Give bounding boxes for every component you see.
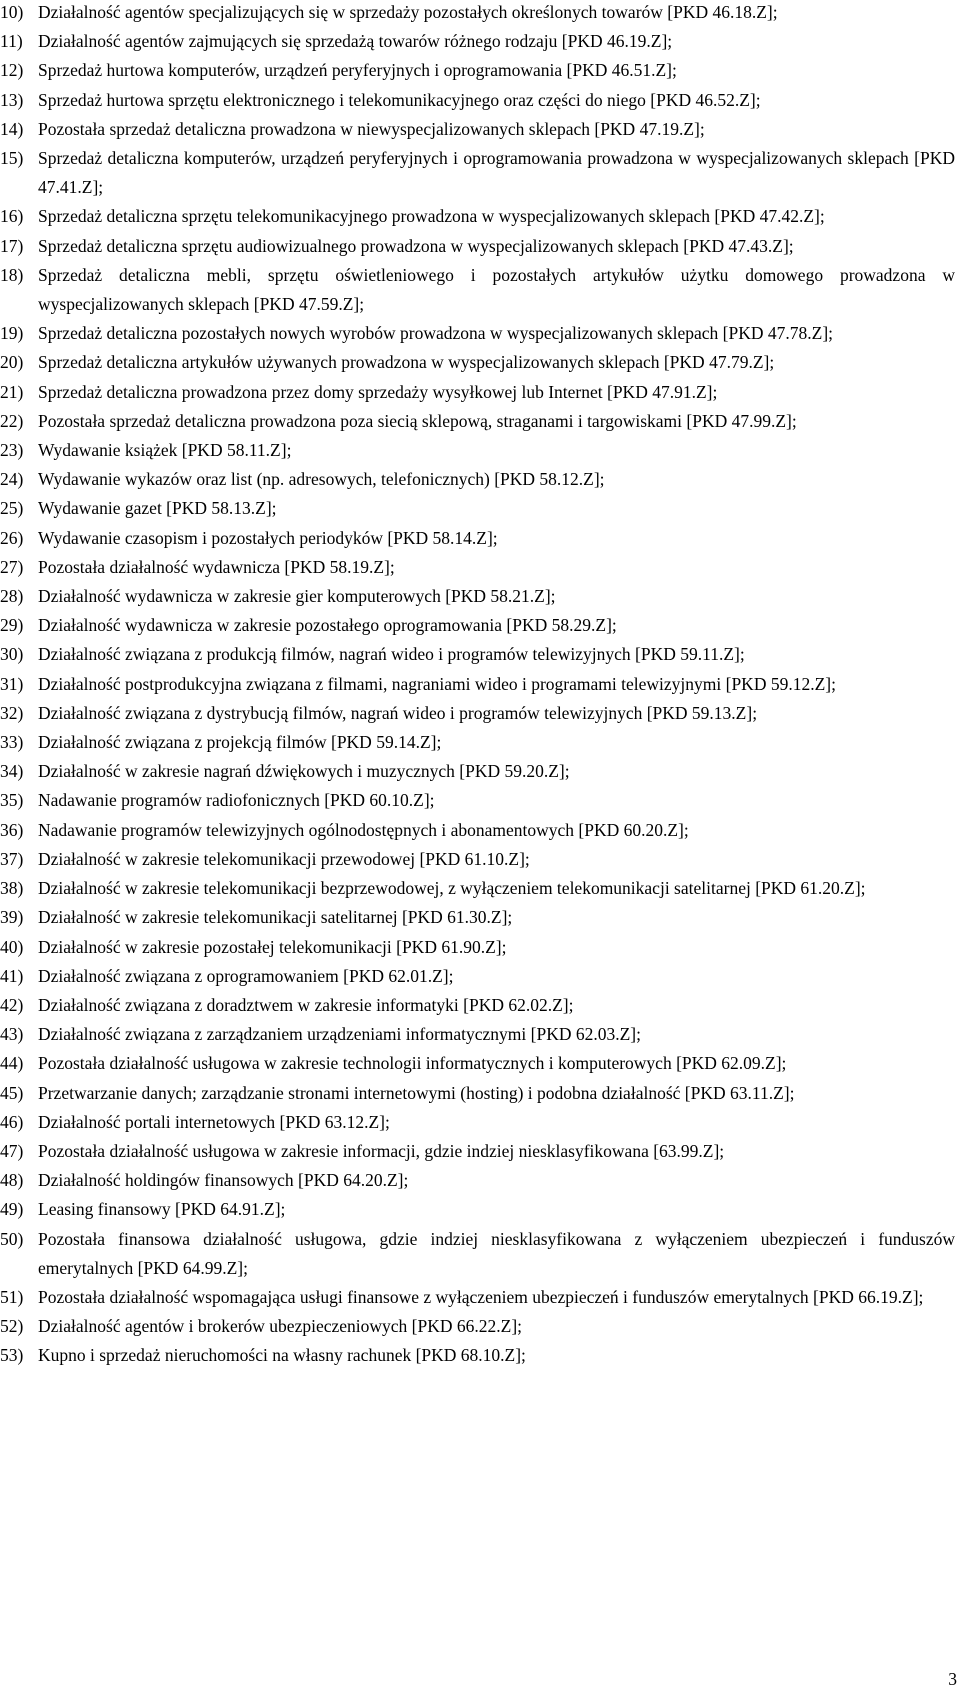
list-item-number: 13) [0, 89, 24, 110]
list-item [0, 319, 960, 348]
list-item-number: 10) [0, 2, 24, 22]
list-item-number: 18) [0, 264, 24, 285]
list-item-text: Pozostała finansowa działalność usługowa, gdzie indziej niesklasyfikowana z wyłączeniem ubezpieczeń i funduszów emerytalnych [PKD 64.99.Z]; [38, 1228, 955, 1278]
list-item-number: 11) [0, 31, 23, 52]
list-item-number: 31) [0, 673, 24, 694]
list-item [0, 86, 960, 115]
list-item-number: 28) [0, 586, 24, 607]
list-item-number: 27) [0, 556, 24, 577]
list-item [0, 115, 960, 144]
list-item-number: 22) [0, 410, 24, 431]
list-item-number: 16) [0, 206, 24, 227]
list-item-number: 42) [0, 994, 24, 1015]
list-item-text: Działalność agentów i brokerów ubezpieczeniowych [PKD 66.22.Z]; [38, 1316, 523, 1337]
list-item [0, 27, 960, 56]
list-item [0, 757, 960, 786]
list-item-text: Nadawanie programów telewizyjnych ogólnodostępnych i abonamentowych [PKD 60.20.Z]; [38, 819, 689, 840]
list-item-number: 15) [0, 148, 24, 169]
list-item-number: 23) [0, 440, 24, 461]
list-item [0, 378, 960, 407]
list-item [0, 56, 960, 85]
list-item-text: Działalność postprodukcyjna związana z filmami, nagraniami wideo i programami telewizyjnymi [PKD 59.12.Z]; [38, 673, 836, 694]
list-item-number: 45) [0, 1082, 24, 1103]
list-item-text: Działalność wydawnicza w zakresie gier komputerowych [PKD 58.21.Z]; [38, 586, 556, 607]
list-item-number: 25) [0, 498, 24, 519]
list-item-text: Nadawanie programów radiofonicznych [PKD 60.10.Z]; [38, 790, 435, 811]
list-item [0, 1137, 960, 1166]
list-item [0, 845, 960, 874]
list-item-number: 19) [0, 323, 24, 344]
list-item-text: Pozostała działalność usługowa w zakresie informacji, gdzie indziej niesklasyfikowana [63.99.Z]; [38, 1140, 725, 1161]
list-item [0, 144, 960, 202]
list-item-number: 48) [0, 1170, 24, 1191]
list-item-number: 24) [0, 469, 24, 490]
list-item [0, 670, 960, 699]
list-item-number: 33) [0, 732, 24, 753]
list-item [0, 903, 960, 932]
list-item-number: 30) [0, 644, 24, 665]
list-item-number: 20) [0, 352, 24, 373]
list-item-text: Działalność w zakresie pozostałej telekomunikacji [PKD 61.90.Z]; [38, 936, 507, 957]
list-item-text: Pozostała sprzedaż detaliczna prowadzona w niewyspecjalizowanych sklepach [PKD 47.19.Z]; [38, 118, 705, 139]
list-item-number: 49) [0, 1199, 24, 1220]
list-item-text: Pozostała działalność wspomagająca usługi finansowe z wyłączeniem ubezpieczeń i funduszów emerytalnych [PKD 66.19.Z]; [38, 1286, 924, 1307]
list-item-number: 50) [0, 1228, 24, 1249]
list-item [0, 1108, 960, 1137]
list-item [0, 524, 960, 553]
list-item [0, 202, 960, 231]
list-item-text: Sprzedaż detaliczna komputerów, urządzeń peryferyjnych i oprogramowania prowadzona w wyspecjalizowanych sklepach [PKD 47.41.Z]; [38, 148, 955, 198]
list-item [0, 1020, 960, 1049]
list-item [0, 348, 960, 377]
list-item-text: Wydawanie czasopism i pozostałych periodyków [PKD 58.14.Z]; [38, 527, 498, 548]
list-item-text: Działalność w zakresie telekomunikacji bezprzewodowej, z wyłączeniem telekomunikacji satelitarnej [PKD 61.20.Z]; [38, 878, 866, 899]
list-item-text: Sprzedaż detaliczna pozostałych nowych wyrobów prowadzona w wyspecjalizowanych sklepach [PKD 47.78.Z]; [38, 323, 834, 344]
list-item-text: Działalność portali internetowych [PKD 63.12.Z]; [38, 1111, 390, 1132]
list-item [0, 933, 960, 962]
list-item-number: 35) [0, 790, 24, 811]
list-item [0, 991, 960, 1020]
page-number: 3 [948, 1669, 957, 1689]
list-item [0, 962, 960, 991]
list-item-number: 38) [0, 878, 24, 899]
list-item [0, 874, 960, 903]
list-item-number: 37) [0, 848, 24, 869]
list-item-number: 21) [0, 381, 24, 402]
list-item-text: Działalność związana z zarządzaniem urządzeniami informatycznymi [PKD 62.03.Z]; [38, 1024, 641, 1045]
list-item [0, 728, 960, 757]
list-item [0, 1166, 960, 1195]
list-item [0, 1195, 960, 1224]
list-item [0, 1225, 960, 1283]
list-item-text: Sprzedaż detaliczna sprzętu audiowizualnego prowadzona w wyspecjalizowanych sklepach [PKD 47.43.Z]; [38, 235, 794, 256]
list-item [0, 1079, 960, 1108]
list-item [0, 816, 960, 845]
list-item-text: Działalność agentów specjalizujących się w sprzedaży pozostałych określonych towarów [PKD 46.18.Z]; [38, 2, 778, 22]
list-item [0, 465, 960, 494]
list-item-text: Sprzedaż detaliczna artykułów używanych prowadzona w wyspecjalizowanych sklepach [PKD 47.79.Z]; [38, 352, 775, 373]
list-item-text: Pozostała działalność usługowa w zakresie technologii informatycznych i komputerowych [PKD 62.09.Z]; [38, 1053, 787, 1074]
list-item-text: Działalność w zakresie nagrań dźwiękowych i muzycznych [PKD 59.20.Z]; [38, 761, 570, 782]
list-item [0, 232, 960, 261]
list-item-number: 32) [0, 702, 24, 723]
list-item-number: 14) [0, 118, 24, 139]
list-item [0, 699, 960, 728]
list-item-number: 46) [0, 1111, 24, 1132]
list-item-text: Działalność w zakresie telekomunikacji satelitarnej [PKD 61.30.Z]; [38, 907, 513, 928]
list-item-number: 52) [0, 1316, 24, 1337]
list-item-text: Działalność związana z produkcją filmów, nagrań wideo i programów telewizyjnych [PKD 59.11.Z]; [38, 644, 745, 665]
list-item [0, 494, 960, 523]
list-item [0, 786, 960, 815]
list-item-number: 34) [0, 761, 24, 782]
list-item-text: Pozostała działalność wydawnicza [PKD 58.19.Z]; [38, 556, 395, 577]
list-item-text: Działalność wydawnicza w zakresie pozostałego oprogramowania [PKD 58.29.Z]; [38, 615, 617, 636]
list-item-number: 12) [0, 60, 24, 81]
list-item-number: 41) [0, 965, 24, 986]
list-item-text: Działalność w zakresie telekomunikacji przewodowej [PKD 61.10.Z]; [38, 848, 530, 869]
list-item [0, 1341, 960, 1370]
list-item-text: Sprzedaż detaliczna mebli, sprzętu oświetleniowego i pozostałych artykułów użytku domowego prowadzona w wyspecjalizowanych sklepach [PKD 47.59.Z]; [38, 264, 955, 315]
list-item [0, 1312, 960, 1341]
list-item-text: Działalność związana z projekcją filmów [PKD 59.14.Z]; [38, 732, 442, 753]
list-item-text: Działalność związana z dystrybucją filmów, nagrań wideo i programów telewizyjnych [PKD 59.13.Z]; [38, 702, 758, 723]
list-item-text: Sprzedaż detaliczna prowadzona przez domy sprzedaży wysyłkowej lub Internet [PKD 47.91.Z]; [38, 381, 718, 402]
list-item-number: 36) [0, 819, 24, 840]
list-item-text: Przetwarzanie danych; zarządzanie stronami internetowymi (hosting) i podobna działalność [PKD 63.11.Z]; [38, 1082, 795, 1103]
list-item-number: 44) [0, 1053, 24, 1074]
list-item [0, 436, 960, 465]
list-item-number: 26) [0, 527, 24, 548]
list-item [0, 261, 960, 319]
list-item-text: Kupno i sprzedaż nieruchomości na własny rachunek [PKD 68.10.Z]; [38, 1345, 526, 1366]
list-item-text: Działalność holdingów finansowych [PKD 64.20.Z]; [38, 1170, 409, 1191]
list-item-number: 40) [0, 936, 24, 957]
list-item-number: 29) [0, 615, 24, 636]
list-item-text: Pozostała sprzedaż detaliczna prowadzona poza siecią sklepową, straganami i targowiskami [PKD 47.99.Z]; [38, 410, 797, 431]
list-item-text: Działalność związana z doradztwem w zakresie informatyki [PKD 62.02.Z]; [38, 994, 574, 1015]
list-item [0, 553, 960, 582]
list-item-text: Sprzedaż detaliczna sprzętu telekomunikacyjnego prowadzona w wyspecjalizowanych sklepach [PKD 47.42.Z]; [38, 206, 825, 227]
list-item-text: Wydawanie książek [PKD 58.11.Z]; [38, 440, 292, 461]
list-item [0, 0, 960, 27]
list-item-number: 39) [0, 907, 24, 928]
list-item-number: 17) [0, 235, 24, 256]
list-item-number: 47) [0, 1140, 24, 1161]
list-item [0, 1049, 960, 1078]
list-item-number: 43) [0, 1024, 24, 1045]
list-item [0, 611, 960, 640]
list-item [0, 1283, 960, 1312]
list-item [0, 640, 960, 669]
list-item-text: Leasing finansowy [PKD 64.91.Z]; [38, 1199, 286, 1220]
list-item [0, 407, 960, 436]
list-item-text: Sprzedaż hurtowa sprzętu elektronicznego i telekomunikacyjnego oraz części do niego [PKD 46.52.Z]; [38, 89, 761, 110]
list-item-text: Wydawanie gazet [PKD 58.13.Z]; [38, 498, 277, 519]
list-item [0, 582, 960, 611]
list-item-text: Działalność związana z oprogramowaniem [PKD 62.01.Z]; [38, 965, 454, 986]
list-item-text: Działalność agentów zajmujących się sprzedażą towarów różnego rodzaju [PKD 46.19.Z]; [38, 31, 673, 52]
list-item-number: 51) [0, 1286, 24, 1307]
list-item-text: Wydawanie wykazów oraz list (np. adresowych, telefonicznych) [PKD 58.12.Z]; [38, 469, 605, 490]
list-item-text: Sprzedaż hurtowa komputerów, urządzeń peryferyjnych i oprogramowania [PKD 46.51.Z]; [38, 60, 677, 81]
list-item-number: 53) [0, 1345, 24, 1366]
